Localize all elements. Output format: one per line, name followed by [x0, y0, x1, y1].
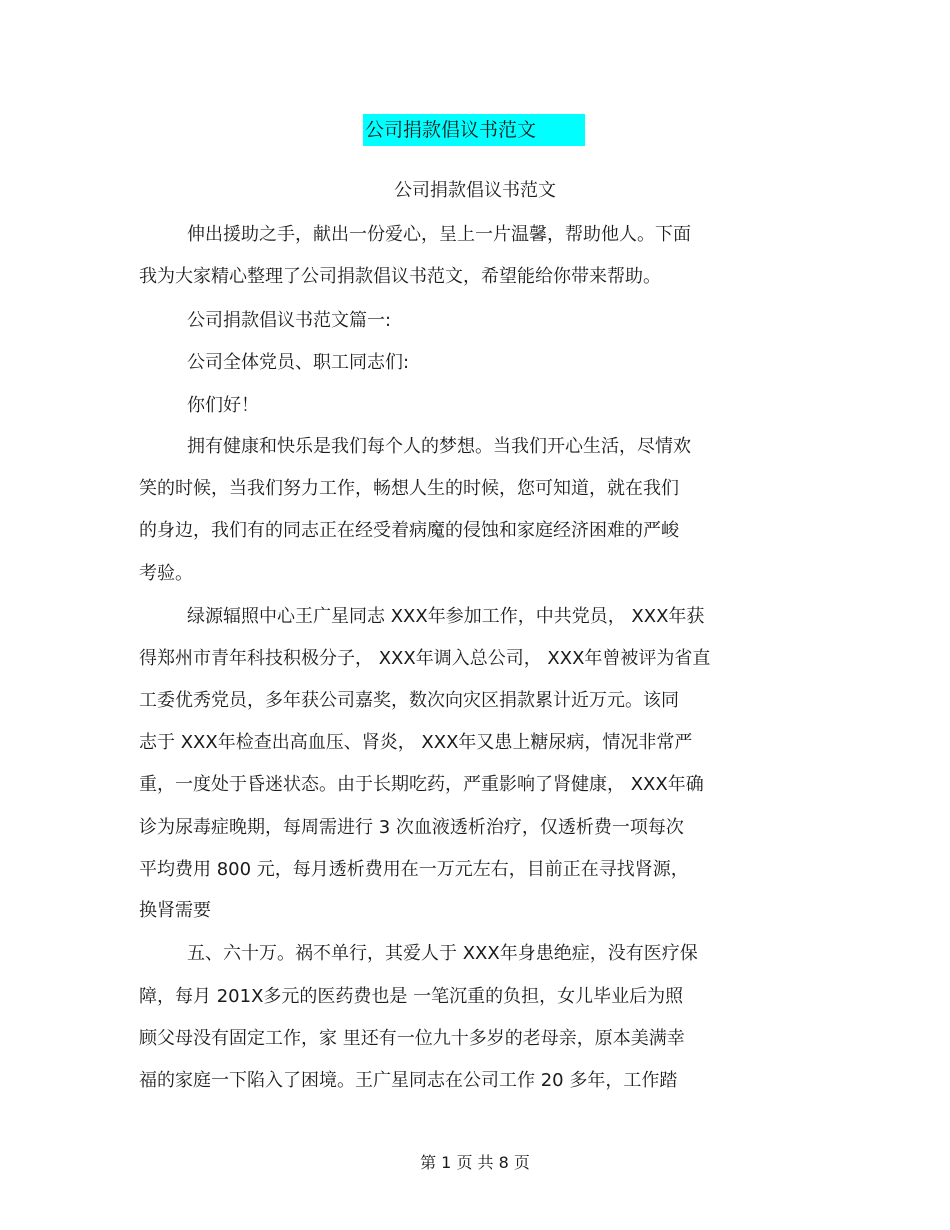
body-line: 伸出援助之手，献出一份爱心，呈上一片温馨，帮助他人。下面 [187, 224, 691, 245]
body-line: 你们好！ [187, 395, 259, 416]
body-line: 我为大家精心整理了公司捐款倡议书范文，希望能给你带来帮助。 [139, 266, 661, 287]
body-line: 工委优秀党员，多年获公司嘉奖，数次向灾区捐款累计近万元。该同 [139, 690, 679, 711]
body-line: 重，一度处于昏迷状态。由于长期吃药，严重影响了肾健康， XXX年确 [139, 774, 704, 795]
body-line: 得郑州市青年科技积极分子， XXX年调入总公司， XXX年曾被评为省直 [139, 648, 711, 669]
document-title: 公司捐款倡议书范文 [363, 114, 585, 146]
body-line: 诊为尿毒症晚期，每周需进行 3 次血液透析治疗，仅透析费一项每次 [139, 817, 684, 838]
body-line: 换肾需要 [139, 900, 211, 921]
page-number: 第 1 页 共 8 页 [420, 1153, 530, 1172]
body-line: 志于 XXX年检查出高血压、肾炎， XXX年又患上糖尿病，情况非常严 [139, 732, 693, 753]
body-line: 公司捐款倡议书范文篇一: [187, 310, 392, 331]
body-line: 五、六十万。祸不单行，其爱人于 XXX年身患绝症，没有医疗保 [187, 943, 698, 964]
body-line: 顾父母没有固定工作，家 里还有一位九十多岁的老母亲，原本美满幸 [139, 1028, 685, 1049]
body-line: 平均费用 800 元，每月透析费用在一万元左右，目前正在寻找肾源， [139, 859, 689, 880]
body-line: 考验。 [139, 563, 193, 584]
body-line: 公司全体党员、职工同志们: [187, 352, 410, 373]
body-line: 的身边，我们有的同志正在经受着病魔的侵蚀和家庭经济困难的严峻 [139, 520, 679, 541]
body-line: 福的家庭一下陷入了困境。王广星同志在公司工作 20 多年，工作踏 [139, 1070, 678, 1091]
body-line: 障，每月 201X多元的医药费也是 一笔沉重的负担，女儿毕业后为照 [139, 986, 684, 1007]
document-subtitle: 公司捐款倡议书范文 [394, 180, 556, 201]
body-line: 拥有健康和快乐是我们每个人的梦想。当我们开心生活，尽情欢 [187, 436, 691, 457]
body-line: 绿源辐照中心王广星同志 XXX年参加工作，中共党员， XXX年获 [187, 606, 705, 627]
body-line: 笑的时候，当我们努力工作，畅想人生的时候，您可知道，就在我们 [139, 478, 679, 499]
